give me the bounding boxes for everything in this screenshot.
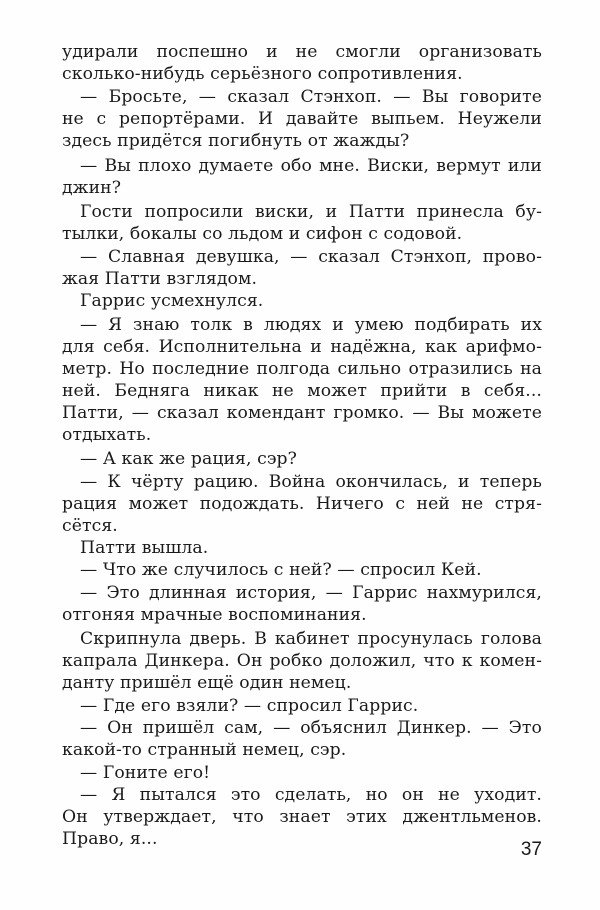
text-line: — К чёрту рацию. Война окончилась, и теперь [80, 472, 542, 492]
text-line: Гаррис усмехнулся. [80, 291, 264, 311]
text-line: Он утверждает, что знает этих джентльменов. [62, 807, 542, 827]
text-line: тылки, бокалы со льдом и сифон с содовой. [62, 224, 463, 244]
text-line: Гости попросили виски, и Патти принесла бу- [80, 202, 542, 222]
text-line: сётся. [62, 516, 118, 536]
text-line: отдыхать. [62, 425, 152, 445]
text-line: Патти, — сказал комендант громко. — Вы можете [62, 403, 542, 423]
text-line: — Я пытался это сделать, но он не уходит. [80, 785, 542, 805]
text-line: удирали поспешно и не смогли организовать [62, 42, 542, 62]
text-line: — А как же рация, сэр? [80, 449, 297, 469]
text-line: — Гоните его! [80, 763, 211, 783]
text-line: для себя. Исполнительна и надёжна, как арифмо- [62, 337, 542, 357]
text-line: ней. Бедняга никак не может прийти в себя... [62, 381, 542, 401]
text-line: метр. Но последние полгода сильно отразились на [62, 359, 542, 379]
text-line: Право, я... [62, 829, 158, 849]
text-line: капрала Динкера. Он робко доложил, что к комен- [62, 651, 542, 671]
text-line: — Бросьте, — сказал Стэнхоп. — Вы говорите [80, 87, 542, 107]
text-line: сколько-нибудь серьёзного сопротивления. [62, 64, 463, 84]
text-line: не с репортёрами. И давайте выпьем. Неужели [62, 109, 542, 129]
text-line: отгоняя мрачные воспоминания. [62, 605, 367, 625]
text-line: — Где его взяли? — спросил Гаррис. [80, 696, 419, 716]
text-line: какой-то странный немец, сэр. [62, 740, 347, 760]
text-line: жая Патти взглядом. [62, 269, 258, 289]
text-line: — Что же случилось с ней? — спросил Кей. [80, 560, 482, 580]
text-line: — Вы плохо думаете обо мне. Виски, вермут или [80, 156, 542, 176]
text-line: — Он пришёл сам, — объяснил Динкер. — Это [80, 718, 542, 738]
text-line: рация может подождать. Ничего с ней не стря- [62, 494, 542, 514]
text-line: здесь придётся погибнуть от жажды? [62, 131, 410, 151]
text-line: — Это длинная история, — Гаррис нахмурился, [80, 583, 542, 603]
text-line: — Славная девушка, — сказал Стэнхоп, прово- [80, 247, 542, 267]
page-number: 37 [520, 839, 542, 860]
text-line: — Я знаю толк в людях и умею подбирать их [80, 315, 542, 335]
text-line: данту пришёл ещё один немец. [62, 673, 352, 693]
text-line: джин? [62, 178, 122, 198]
text-line: Патти вышла. [80, 538, 209, 558]
text-line: Скрипнула дверь. В кабинет просунулась голова [80, 629, 542, 649]
